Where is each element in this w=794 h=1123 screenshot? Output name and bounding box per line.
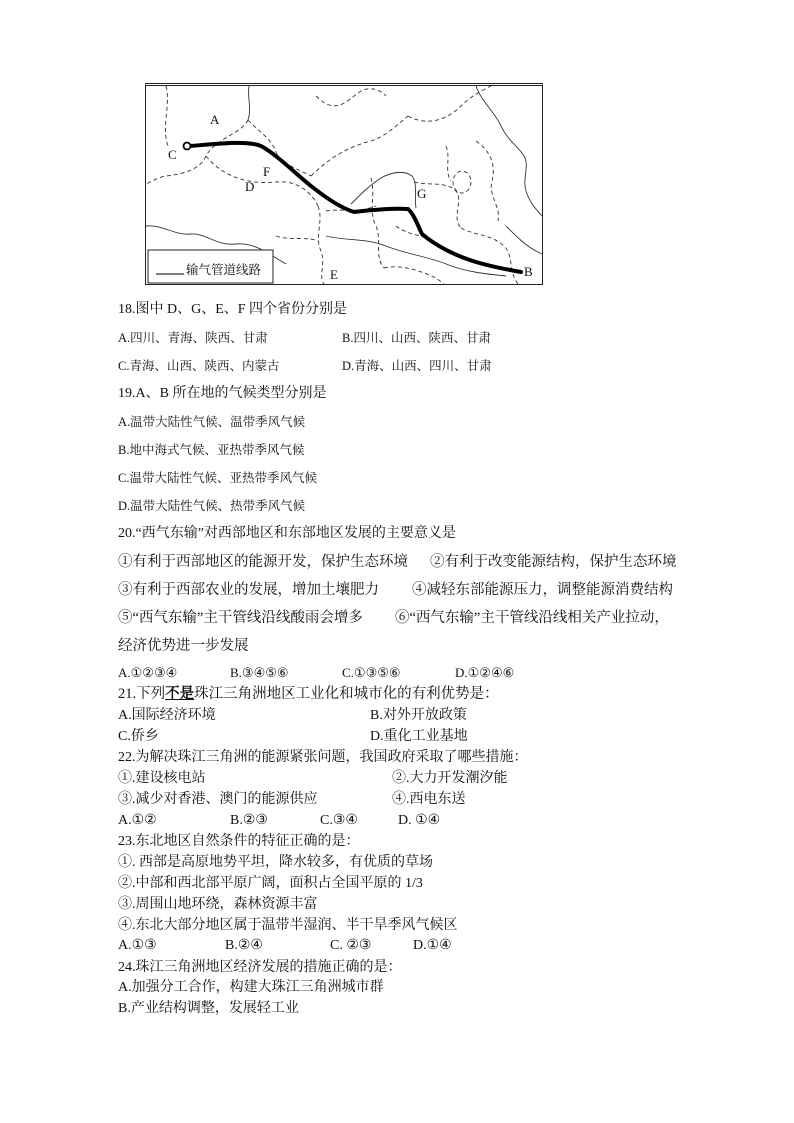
q21-stem-prefix: 21.下列 — [118, 686, 166, 702]
q20-statement-6: ⑥“西气东输”主干管线沿线相关产业拉动， — [395, 610, 669, 626]
q21-option-a: A.国际经济环境 — [118, 708, 216, 723]
province-border — [453, 171, 471, 193]
q23-option-a: A.①③ — [118, 938, 157, 953]
province-border — [311, 116, 408, 176]
q20-statement-2: ②有利于改变能源结构，保护生态环境 — [430, 554, 677, 570]
legend-label: 输气管道线路 — [186, 263, 262, 277]
q20-option-c: C.①③⑤⑥ — [342, 665, 401, 680]
q18-option-b: B.四川、山西、陕西、甘肃 — [342, 331, 491, 345]
q20-option-b: B.③④⑤⑥ — [230, 665, 289, 680]
map-label-a: A — [210, 112, 220, 127]
q18-option-d: D.青海、山西、四川、甘肃 — [342, 359, 492, 373]
province-border — [248, 120, 311, 176]
pipeline-map — [145, 83, 543, 285]
q20-option-a: A.①②③④ — [118, 665, 178, 680]
q18-option-a: A.四川、青海、陕西、甘肃 — [118, 331, 268, 345]
province-border — [318, 206, 324, 284]
q20-statement-5: ⑤“西气东输”主干管线沿线酸雨会增多 — [118, 610, 363, 626]
q21-stem — [118, 684, 499, 704]
national-border — [248, 86, 250, 120]
q21-stem-emphasis: 不是 — [165, 686, 195, 702]
q23-statement-1: ①. 西部是高原地势平坦，降水较多，有优质的草场 — [118, 855, 433, 870]
map-label-c: C — [168, 147, 177, 162]
province-border — [384, 267, 444, 284]
q20-statement-3: ③有利于西部农业的发展，增加土壤肥力 — [118, 582, 379, 598]
q18-option-c: C.青海、山西、陕西、内蒙古 — [118, 359, 280, 373]
q22-option-b: B.②③ — [230, 813, 268, 828]
q24-option-a: A.加强分工合作，构建大珠江三角洲城市群 — [118, 980, 384, 995]
province-border — [146, 120, 248, 184]
province-border — [206, 156, 318, 206]
q23-option-b: B.②④ — [225, 938, 263, 953]
map-canvas — [146, 86, 542, 284]
q20-statement-6-continued: 经济优势进一步发展 — [118, 638, 249, 654]
map-label-f: F — [263, 164, 271, 179]
q19-option-a: A.温带大陆性气候、温带季风气候 — [118, 415, 306, 429]
q22-statement-4: ④.西电东送 — [392, 792, 466, 807]
q23-statement-2: ②.中部和西北部平原广阔，面积占全国平原的 1/3 — [118, 876, 423, 891]
q22-option-c: C.③④ — [320, 813, 358, 828]
q22-option-a: A.①② — [118, 813, 157, 828]
province-border — [316, 89, 386, 106]
q23-option-d: D.①④ — [413, 938, 452, 953]
map-label-d: D — [245, 179, 255, 194]
q24-stem: 24.珠江三角洲地区经济发展的措施正确的是： — [118, 960, 402, 975]
q23-option-c: C. ②③ — [330, 938, 372, 953]
province-border — [446, 146, 451, 181]
river — [351, 172, 416, 208]
river — [326, 236, 506, 276]
q24-option-b: B.产业结构调整，发展轻工业 — [118, 1001, 299, 1016]
map-legend — [148, 250, 273, 283]
map-label-g: G — [417, 186, 427, 201]
q21-option-b: B.对外开放政策 — [370, 708, 467, 723]
q20-option-d: D.①②④⑥ — [455, 665, 515, 680]
q21-option-d: D.重化工业基地 — [370, 729, 468, 744]
province-border — [461, 228, 518, 284]
q23-stem: 23.东北地区自然条件的特征正确的是： — [118, 834, 360, 849]
q19-stem: 19.A、B 所在地的气候类型分别是 — [118, 386, 327, 401]
map-label-b: B — [524, 264, 533, 279]
q23-statement-3: ③.周围山地环绕，森林资源丰富 — [118, 897, 318, 912]
coastline — [476, 86, 542, 216]
q22-statement-3: ③.减少对香港、澳门的能源供应 — [118, 792, 318, 807]
province-border — [476, 141, 498, 221]
q20-statement-4: ④减轻东部能源压力，调整能源消费结构 — [412, 582, 673, 598]
province-border — [165, 86, 168, 146]
q20-statement-1: ①有利于西部地区的能源开发，保护生态环境 — [118, 554, 408, 570]
q18-stem: 18.图中 D、G、E、F 四个省份分别是 — [118, 302, 348, 317]
q22-statement-1: ①.建设核电站 — [118, 771, 206, 786]
pipeline-start-marker — [184, 143, 191, 150]
q22-statement-2: ②.大力开发潮汐能 — [392, 771, 508, 786]
province-border — [276, 236, 318, 241]
q22-stem: 22.为解决珠江三角洲的能源紧张问题，我国政府采取了哪些措施： — [118, 750, 528, 765]
q19-option-c: C.温带大陆性气候、亚热带季风气候 — [118, 471, 317, 485]
q19-option-b: B.地中海式气候、亚热带季风气候 — [118, 443, 305, 457]
q19-option-d: D.温带大陆性气候、热带季风气候 — [118, 499, 306, 513]
coastline — [506, 226, 542, 254]
map-label-e: E — [330, 267, 338, 282]
q20-stem: 20.“西气东输”对西部地区和东部地区发展的主要意义是 — [118, 526, 456, 541]
province-border — [371, 178, 384, 268]
q23-statement-4: ④.东北大部分地区属于温带半湿润、半干旱季风气候区 — [118, 918, 458, 933]
q22-option-d: D. ①④ — [398, 813, 441, 828]
q21-stem-suffix: 珠江三角洲地区工业化和城市化的有利优势是： — [194, 686, 499, 702]
q21-option-c: C.侨乡 — [118, 729, 159, 744]
